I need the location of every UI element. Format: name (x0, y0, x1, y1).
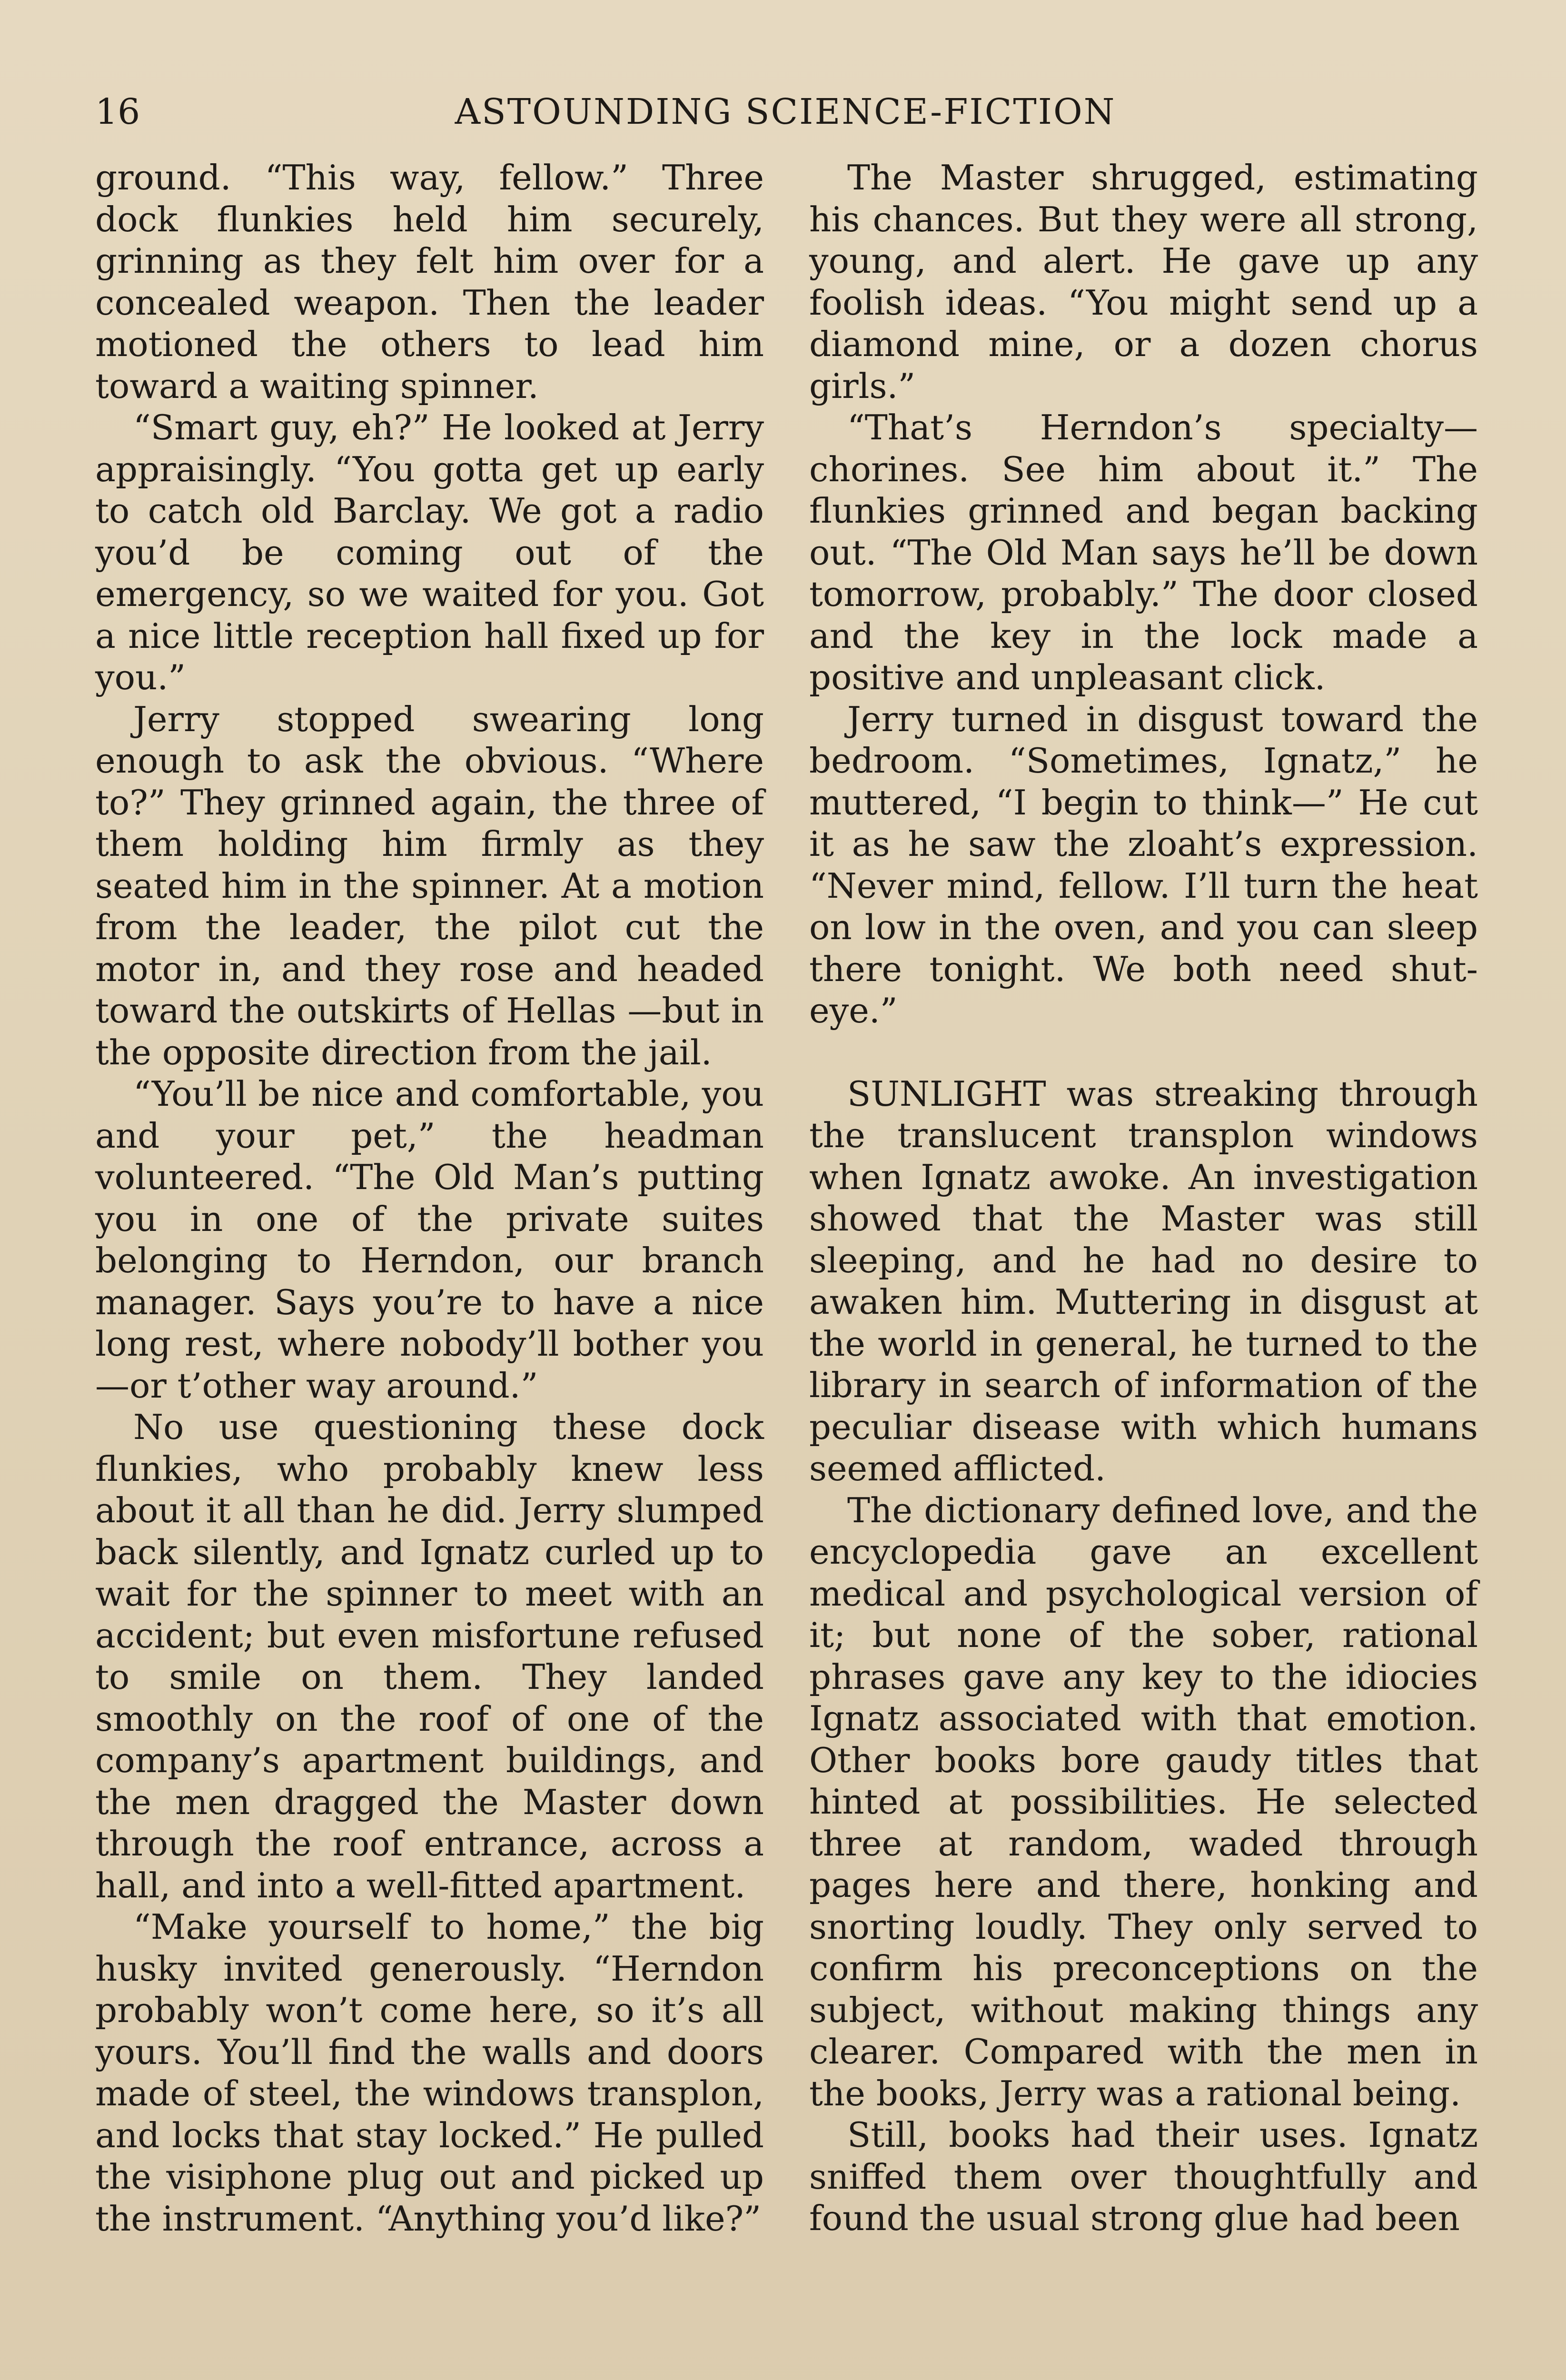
paragraph: ground. “This way, fellow.” Three dock flunkies held him securely, grinning as they felt him over for a concealed weapon. Then the leader motioned the others to lead him toward a waiting spinner. (95, 158, 764, 406)
paragraph: “That’s Herndon’s specialty—chorines. See him about it.” The flunkies grinned and began backing out. “The Old Man says he’ll be down tomorrow, probably.” The door closed and the key in the lock made a positive and unpleasant click. (809, 407, 1478, 697)
paragraph: The dictionary defined love, and the encyclopedia gave an excellent medical and psychological version of it; but none of the sober, rational phrases gave any key to the idiocies Ignatz associated with that emotion. Other books bore gaudy titles that hinted at possibilities. He selected three at random, waded through pages here and there, honking and snorting loudly. They only served to confirm his preconceptions on the subject, without making things any clearer. Compared with the men in the books, Jerry was a rational being. (809, 1490, 1478, 2113)
journal-title: ASTOUNDING SCIENCE-FICTION (455, 91, 1116, 132)
paragraph: Jerry turned in disgust toward the bedroom. “Sometimes, Ignatz,” he muttered, “I begin to think—” He cut it as he saw the zloaht’s expression. “Never mind, fellow. I’ll turn the heat on low in the oven, and you can sleep there tonight. We both need shut-eye.” (809, 699, 1478, 1031)
section-opening-paragraph: SUNLIGHT was streaking through the translucent transplon windows when Ignatz awoke. An investigation showed that the Master was still sleeping, and he had no desire to awaken him. Muttering in disgust at the world in general, he turned to the library in search of information of the peculiar disease with which humans seemed afflicted. (809, 1073, 1478, 1488)
paragraph: The Master shrugged, estimating his chances. But they were all strong, young, and alert. He gave up any foolish ideas. “You might send up a diamond mine, or a dozen chorus girls.” (809, 158, 1478, 406)
running-head (95, 86, 1476, 138)
paragraph: “Smart guy, eh?” He looked at Jerry appraisingly. “You gotta get up early to catch old Barclay. We got a radio you’d be coming out of the emergency, so we waited for you. Got a nice little reception hall fixed up for you.” (95, 407, 764, 697)
left-column (95, 157, 764, 2240)
paragraph: “You’ll be nice and comfortable, you and your pet,” the headman volunteered. “The Old Man’s putting you in one of the private suites belonging to Herndon, our branch manager. Says you’re to have a nice long rest, where nobody’ll bother you—or t’other way around.” (95, 1074, 764, 1406)
paragraph: Still, books had their uses. Ignatz sniffed them over thoughtfully and found the usual strong glue had been (809, 2115, 1478, 2238)
right-column (809, 157, 1478, 2240)
paragraph: No use questioning these dock flunkies, who probably knew less about it all than he did. Jerry slumped back silently, and Ignatz curled up to wait for the spinner to meet with an accident; but even misfortune refused to smile on them. They landed smoothly on the roof of one of the company’s apartment buildings, and the men dragged the Master down through the roof entrance, across a hall, and into a well-fitted apartment. (95, 1407, 764, 1905)
paragraph: Jerry stopped swearing long enough to ask the obvious. “Where to?” They grinned again, the three of them holding him firmly as they seated him in the spinner. At a motion from the leader, the pilot cut the motor in, and they rose and headed toward the outskirts of Hellas —but in the opposite direction from the jail. (95, 699, 764, 1072)
page-number: 16 (95, 91, 140, 132)
paragraph: “Make yourself to home,” the big husky invited generously. “Herndon probably won’t come here, so it’s all yours. You’ll find the walls and doors made of steel, the windows transplon, and locks that stay locked.” He pulled the visiphone plug out and picked up the instrument. “Anything you’d like?” (95, 1907, 764, 2239)
